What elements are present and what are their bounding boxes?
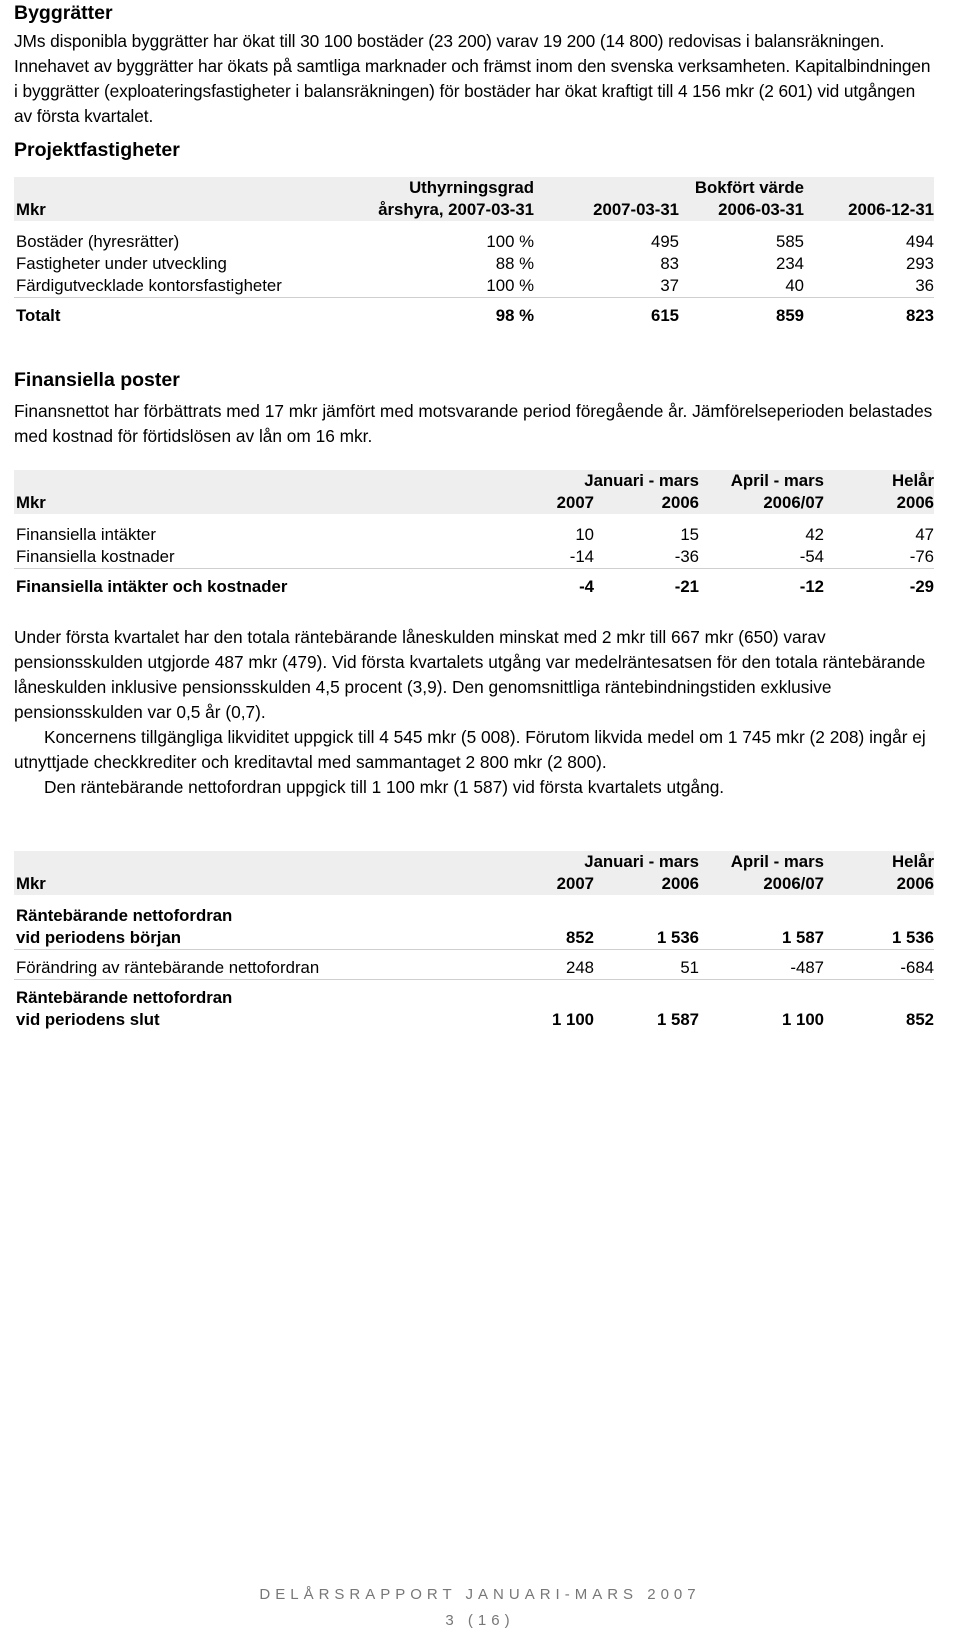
column-header: 2007 — [434, 873, 594, 895]
column-header: 2006 — [824, 873, 934, 895]
column-header: 2006-12-31 — [804, 199, 934, 221]
table-header-row — [14, 873, 934, 895]
table-header-row — [14, 851, 934, 873]
section-paragraph: Under första kvartalet har den totala räntebärande låneskulden minskat med 2 mkr till 667 mkr (650) varav pensionsskulden utgjorde 487 mkr (479). Vid första kvartalets utgång var medelräntesatsen för den totala räntebärande låneskulden inklusive pensionsskulden 4,5 procent (3,9). Den genomsnittliga räntebindningstiden exklusive pensionsskulden var 0,5 år (0,7). — [14, 627, 926, 722]
column-header: Mkr — [14, 492, 434, 514]
column-header: Januari - mars — [434, 470, 699, 492]
section-paragraph: Den räntebärande nettofordran uppgick till 1 100 mkr (1 587) vid första kvartalets utgång. — [44, 777, 725, 797]
column-header: 2006 — [594, 492, 699, 514]
table-row: Finansiella intäkter 10 15 42 47 — [16, 525, 934, 544]
table-header-row — [14, 492, 934, 514]
table-total-row: Totalt 98 % 615 859 823 — [14, 298, 934, 328]
table-total-row: Finansiella intäkter och kostnader -4 -21 -12 -29 — [14, 569, 934, 599]
section-paragraph: Koncernens tillgängliga likviditet uppgick till 4 545 mkr (5 008). Förutom likvida medel om 1 745 mkr (2 208) ingår ej utnyttjade checkkrediter och kreditavtal med sammantaget 2 800 mkr (2 800). — [14, 727, 926, 772]
column-header: 2006 — [594, 873, 699, 895]
projektfastigheter-table — [14, 177, 934, 327]
section-finansiella-poster — [14, 367, 934, 449]
column-header: Januari - mars — [434, 851, 699, 873]
section-title: Byggrätter — [14, 2, 113, 24]
section-paragraph: JMs disponibla byggrätter har ökat till 30 100 bostäder (23 200) varav 19 200 (14 800) redovisas i balansräkningen. Innehavet av byggrätter har ökats på samtliga marknader och främst inom den svenska verksamheten. Kapitalbindningen i byggrätter (exploateringsfastigheter i balansräkningen) för bostäder har ökat kraftigt till 4 156 mkr (2 601) vid utgången av första kvartalet. — [14, 31, 931, 126]
nettofordran-table — [14, 851, 934, 1031]
table-row: Räntebärande nettofordran vid periodens slut 1 100 1 587 1 100 852 — [14, 980, 934, 1032]
finansiella-text — [14, 625, 934, 800]
footer-report-title: DELÅRSRAPPORT JANUARI-MARS 2007 — [259, 1586, 701, 1603]
nettofordran-table-wrap — [14, 851, 934, 1031]
column-header: Uthyrningsgrad — [334, 177, 534, 199]
table-row: Finansiella kostnader -14 -36 -54 -76 — [16, 547, 934, 566]
column-header: Bokfört värde — [679, 177, 804, 199]
section-title: Finansiella poster — [14, 369, 180, 391]
table-header-row — [14, 177, 934, 199]
section-projektfastigheter — [14, 137, 934, 327]
table-row: Förändring av räntebärande nettofordran 248 51 -487 -684 — [14, 950, 934, 980]
column-header: April - mars — [699, 470, 824, 492]
column-header: Helår — [824, 851, 934, 873]
column-header: 2006 — [824, 492, 934, 514]
table-row: Bostäder (hyresrätter) 100 % 495 585 494 — [16, 232, 934, 251]
column-header: Mkr — [14, 873, 434, 895]
finansiella-table — [14, 470, 934, 598]
table-row: Räntebärande nettofordran vid periodens början 852 1 536 1 587 1 536 — [16, 906, 934, 947]
finansiella-table-wrap — [14, 470, 934, 598]
section-title: Projektfastigheter — [14, 139, 180, 161]
section-byggratter — [14, 0, 934, 129]
column-header: Helår — [824, 470, 934, 492]
column-header: Mkr — [14, 199, 334, 221]
column-header: 2006/07 — [699, 492, 824, 514]
column-header: April - mars — [699, 851, 824, 873]
column-header: 2007 — [434, 492, 594, 514]
table-row: Färdigutvecklade kontorsfastigheter 100 % 37 40 36 — [16, 276, 934, 295]
footer-page-number: 3 (16) — [445, 1612, 515, 1629]
section-paragraph: Finansnettot har förbättrats med 17 mkr jämfört med motsvarande period föregående år. Jämförelseperioden belastades med kostnad för förtidslösen av lån om 16 mkr. — [14, 401, 933, 446]
column-header: 2007-03-31 — [534, 199, 679, 221]
column-header: 2006/07 — [699, 873, 824, 895]
table-row: Fastigheter under utveckling 88 % 83 234 293 — [16, 254, 934, 273]
column-header: 2006-03-31 — [679, 199, 804, 221]
column-header: årshyra, 2007-03-31 — [334, 199, 534, 221]
table-header-row — [14, 470, 934, 492]
table-header-row — [14, 199, 934, 221]
